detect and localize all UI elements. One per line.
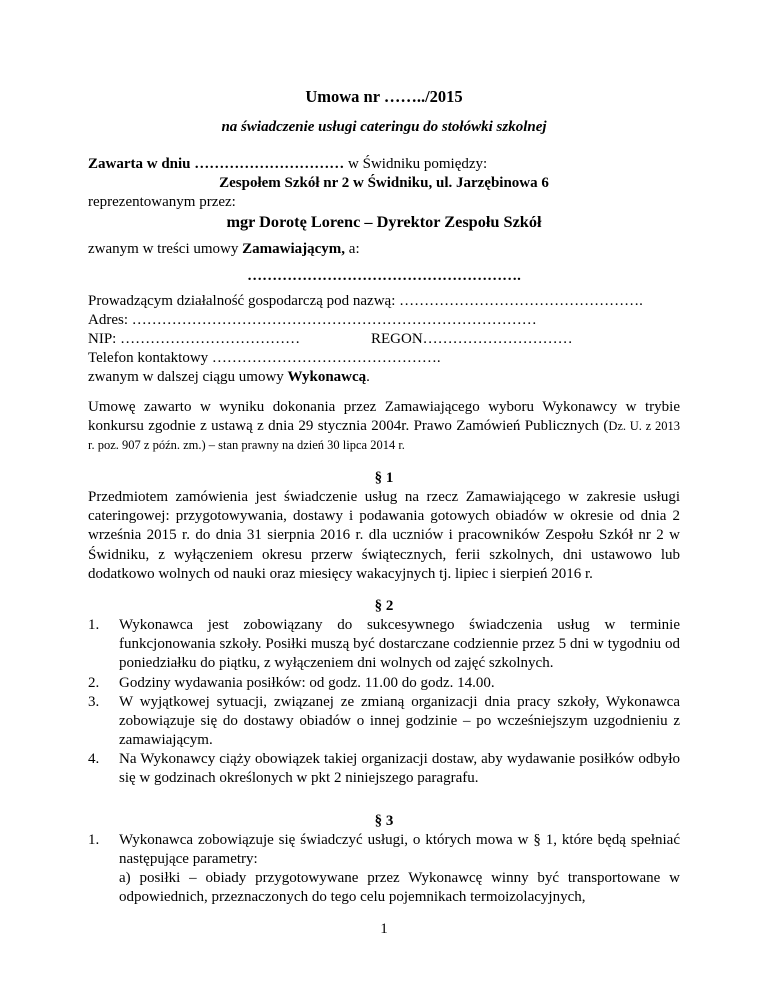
s2-item-4-number: 4. [88,751,100,767]
s3-item-1-text: Wykonawca zobowiązuje się świadczyć usługi, o których mowa w § 1, które będą spełniać następujące parametry: [119,832,680,868]
s2-item-2-text: Godziny wydawania posiłków: od godz. 11.00 do godz. 14.00. [119,675,495,691]
contractor-line [88,368,370,387]
ordering-party-name: Zamawiającym, [242,241,346,257]
contractor-dots: ………………………………………………. [247,268,521,284]
s2-item-3-text: W wyjątkowej sytuacji, związanej ze zmianą organizacji dnia pracy szkoły, Wykonawca zobowiązuje się do dostawy obiadów o innej godzinie – po wcześniejszym uzgodnieniu z zamawiającym. [119,694,680,749]
contract-subtitle: na świadczenie usługi cateringu do stołówki szkolnej [221,119,547,135]
school-name: Zespołem Szkół nr 2 w Świdniku, ul. Jarzębinowa 6 [219,175,549,191]
represented-by: reprezentowanym przez: [88,194,236,210]
s2-item-1-text: Wykonawca jest zobowiązany do sukcesywnego świadczenia usług w terminie funkcjonowania szkoły. Posiłki muszą być dostarczane codziennie przez 5 dni w tygodniu od poniedziałku do piątku, z wyłączeniem dni wolnych od zajęć szkolnych. [119,617,680,672]
ordering-prefix: zwanym w treści umowy [88,241,243,257]
concluded-place: w Świdniku pomiędzy: [344,156,488,172]
section-3-heading: § 3 [374,813,394,829]
intro-paragraph [88,398,680,456]
s3-sub-item-a: a) posiłki – obiady przygotowywane przez Wykonawcę winny być transportowane w odpowiednich, przeznaczonych do tego celu pojemnikach termoizolacyjnych, [119,870,680,906]
contractor-party-name: Wykonawcą [287,369,367,385]
page-number: 1 [380,921,388,937]
phone-line: Telefon kontaktowy ………………………………………. [88,350,441,366]
nip-line: NIP: ……………………………… [88,331,301,347]
concluded-line [88,155,487,174]
s2-item-1-number: 1. [88,617,100,633]
regon-line: REGON………………………… [371,331,573,347]
section-1-text: Przedmiotem zamówienia jest świadczenie usług na rzecz Zamawiającego w zakresie usługi cateringowej: przygotowywania, dostawy i podawania gotowych obiadów w okresie od dnia 2 września 2015 r. do dnia 31 sierpnia 2016 r. dla uczniów i pracowników Zespołu Szkół nr 2 w Świdniku, z wyłączeniem okresu przerw świątecznych, ferii szkolnych, dni ustawowo lub dodatkowo wolnych od nauki oraz miesięcy wakacyjnych tj. lipiec i sierpień 2016 r. [88,489,680,582]
contract-title: Umowa nr ……../2015 [305,87,463,106]
ordering-suffix: a: [345,241,360,257]
intro-text: Umowę zawarto w wyniku dokonania przez Zamawiającego wyboru Wykonawcy w trybie konkursu zgodnie z ustawą z dnia 29 stycznia 2004r. Prawo Zamówień Publicznych ( [88,399,680,435]
s2-item-4-text: Na Wykonawcy ciąży obowiązek takiej organizacji dostaw, aby wydawanie posiłków odbyło się w godzinach określonych w pkt 2 niniejszego paragrafu. [119,751,680,787]
concluded-label: Zawarta w dniu [88,156,191,172]
section-1-heading: § 1 [374,470,394,486]
s2-item-3-number: 3. [88,694,100,710]
section-2-heading: § 2 [374,598,394,614]
concluded-date-dots: ………………………… [194,156,345,172]
ordering-party-line [88,240,360,259]
address-line: Adres: ……………………………………………………………………… [88,312,537,328]
intro-legal-reference: Dz. U. z 2013 r. poz. 907 z późn. zm.) – stan prawny na dzień 30 lipca 2014 r. [88,419,680,453]
representative: mgr Dorotę Lorenc – Dyrektor Zespołu Szkół [226,212,542,231]
contractor-prefix: zwanym w dalszej ciągu umowy [88,369,288,385]
business-name-line [88,292,643,311]
contractor-suffix: . [366,369,370,385]
business-name-full: Prowadzącym działalność gospodarczą pod nazwą: …………………………………………. [88,293,643,309]
s2-item-2-number: 2. [88,675,100,691]
s3-item-1-number: 1. [88,832,100,848]
